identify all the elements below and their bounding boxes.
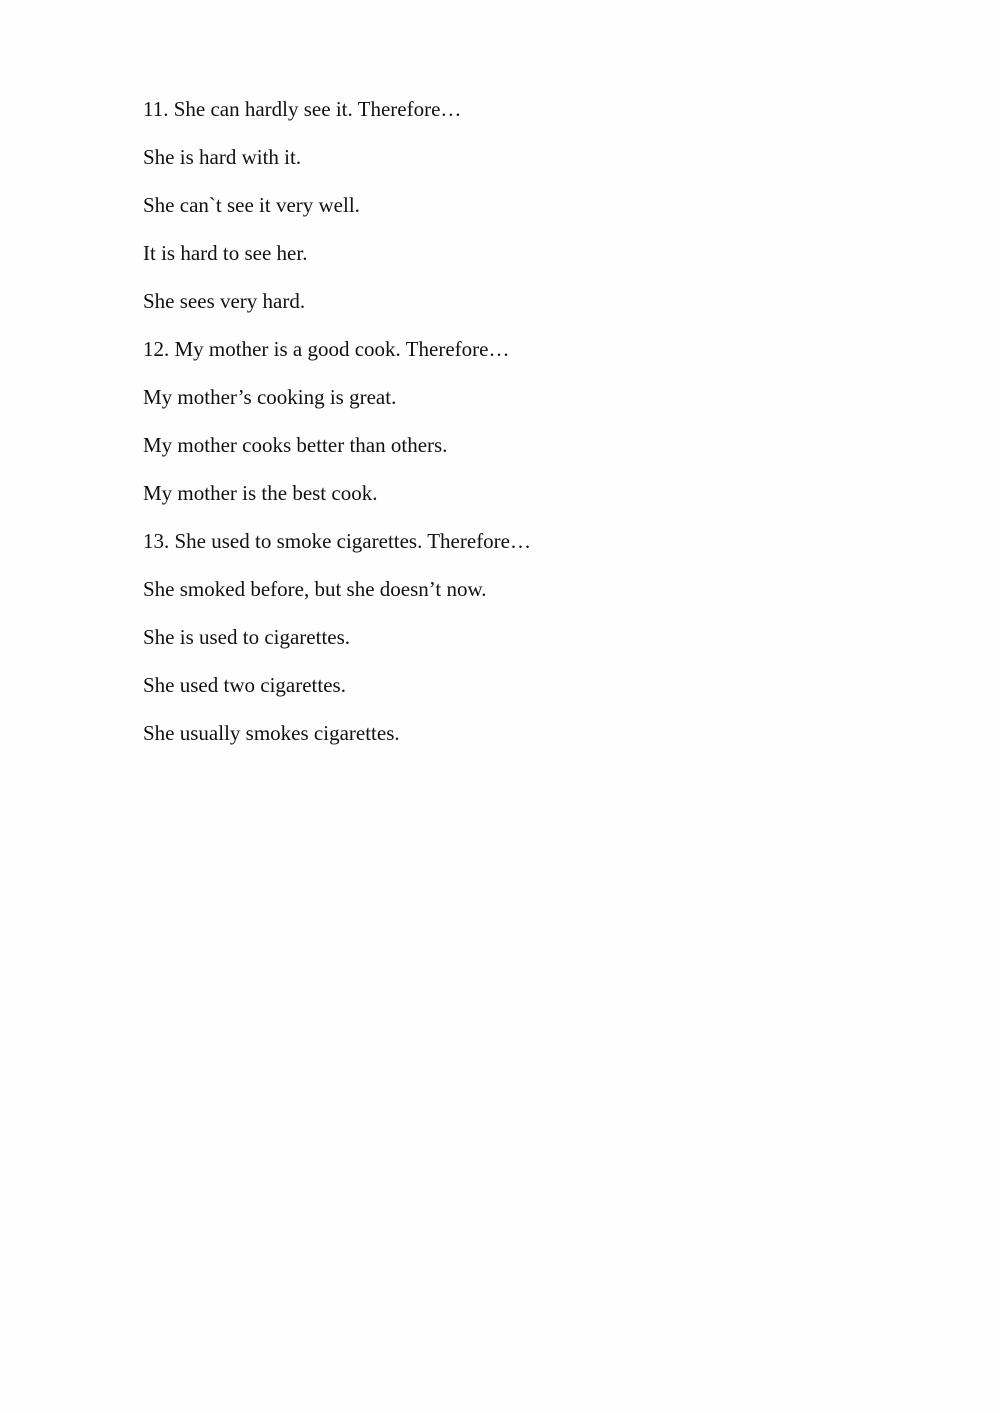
question-11-option: It is hard to see her. — [143, 241, 308, 265]
question-11-prompt: 11. She can hardly see it. Therefore… — [143, 97, 462, 121]
question-12-option: My mother cooks better than others. — [143, 433, 448, 457]
question-12-option: My mother is the best cook. — [143, 481, 378, 505]
question-13-option: She smoked before, but she doesn’t now. — [143, 577, 487, 601]
question-11-option: She is hard with it. — [143, 145, 302, 169]
question-13-option: She used two cigarettes. — [143, 673, 346, 697]
question-13-prompt: 13. She used to smoke cigarettes. Therefore… — [143, 529, 531, 553]
question-list — [143, 93, 943, 765]
question-13-option: She usually smokes cigarettes. — [143, 721, 400, 745]
question-11-option: She sees very hard. — [143, 289, 306, 313]
question-12-prompt: 12. My mother is a good cook. Therefore… — [143, 337, 510, 361]
question-12-option: My mother’s cooking is great. — [143, 385, 397, 409]
question-13-option: She is used to cigarettes. — [143, 625, 351, 649]
question-11-option: She can`t see it very well. — [143, 193, 360, 217]
